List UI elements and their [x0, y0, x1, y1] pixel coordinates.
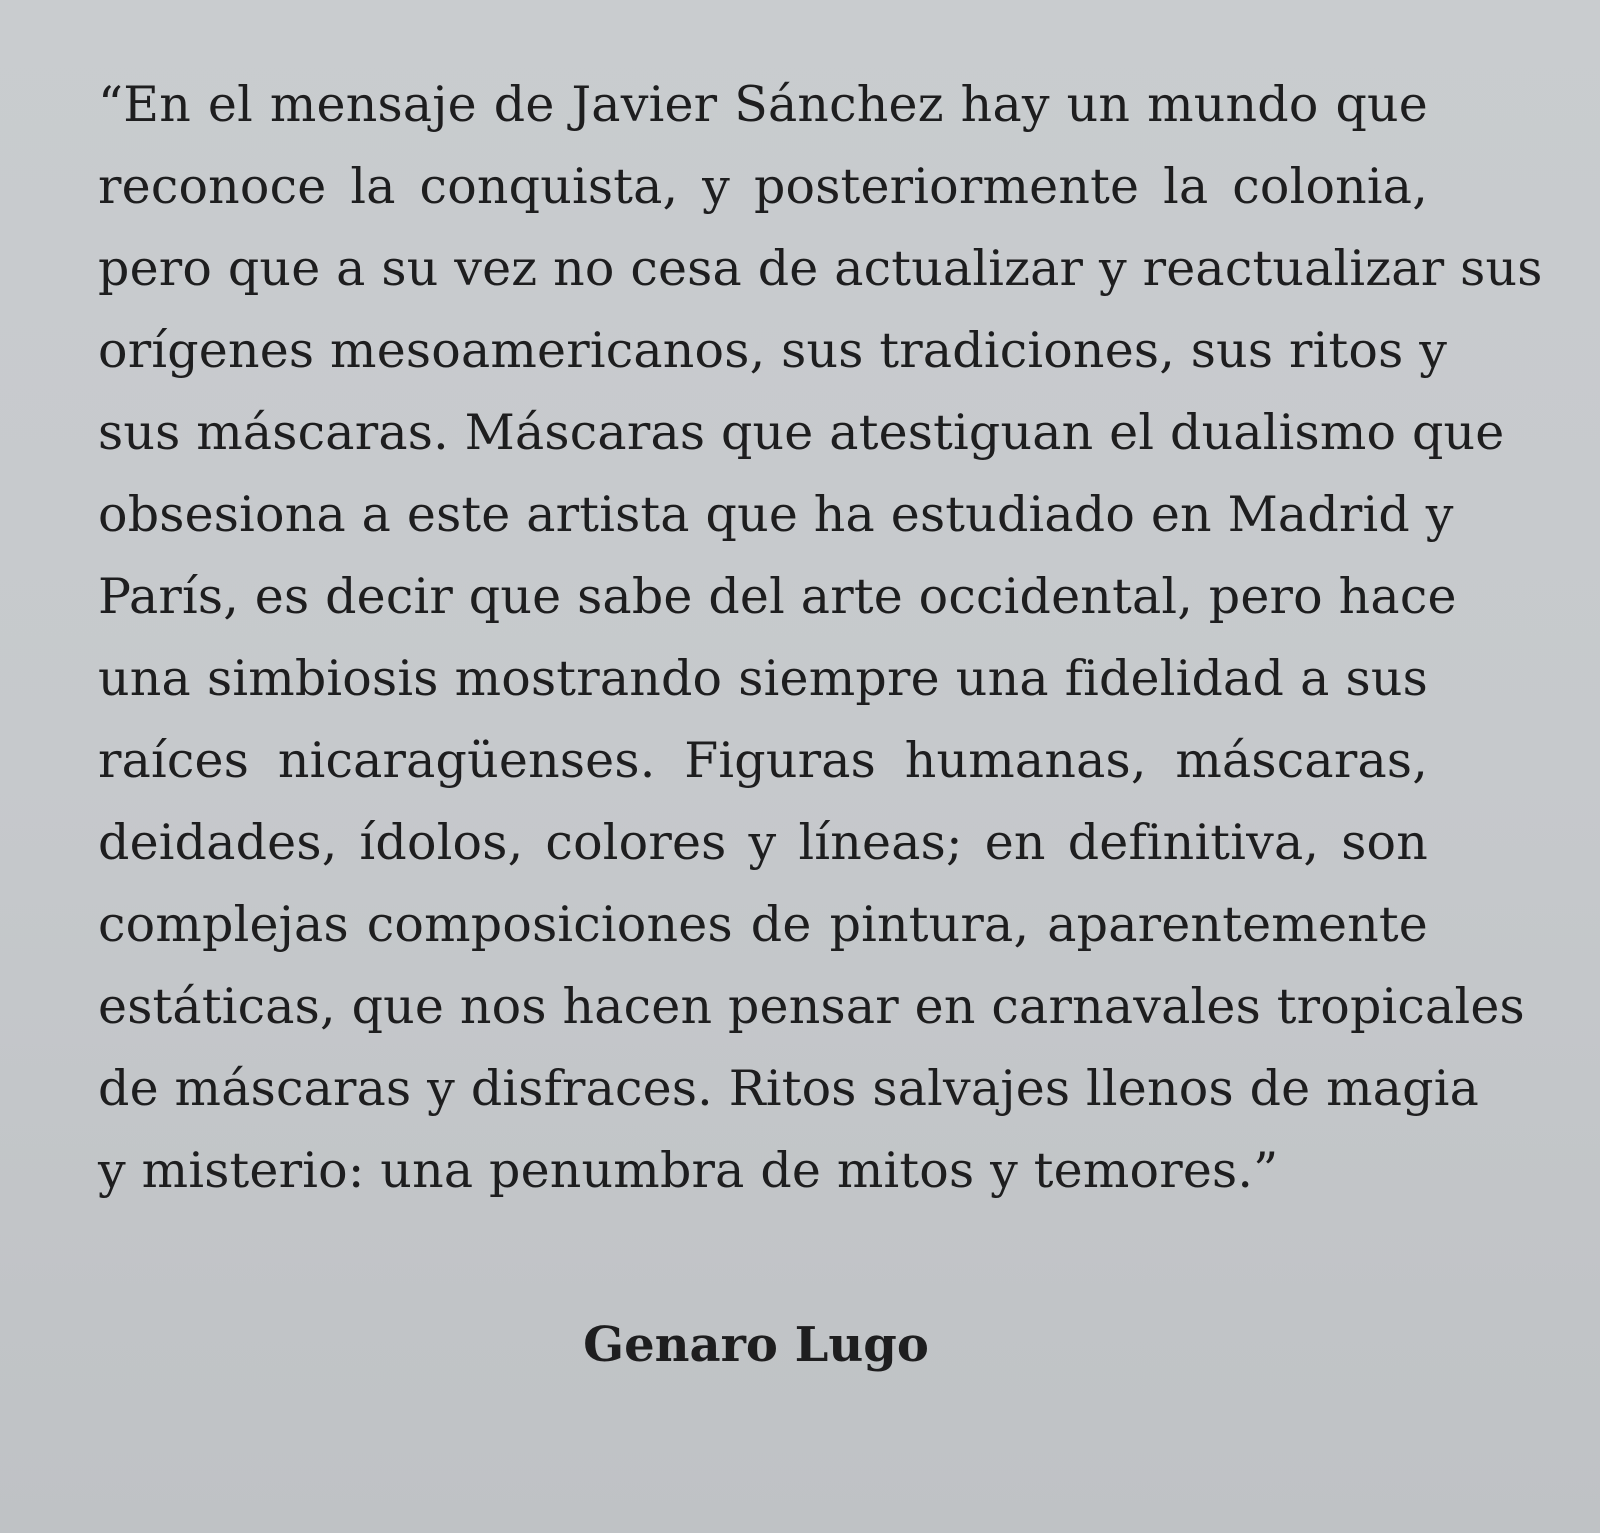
quote-paragraph: [98, 64, 1543, 1212]
quote-line: obsesiona a este artista que ha estudiado en Madrid y: [98, 486, 1454, 543]
quote-line: estáticas, que nos hacen pensar en carnavales tropicales: [98, 978, 1525, 1035]
quote-line: París, es decir que sabe del arte occidental, pero hace: [98, 568, 1457, 625]
quote-line: reconoce la conquista, y posteriormente la colonia,: [98, 158, 1428, 215]
author-name: Genaro Lugo: [583, 1317, 929, 1373]
quote-line-last: y misterio: una penumbra de mitos y temores.”: [98, 1142, 1279, 1199]
quote-line: una simbiosis mostrando siempre una fidelidad a sus: [98, 650, 1428, 707]
quote-line: orígenes mesoamericanos, sus tradiciones, sus ritos y: [98, 322, 1448, 379]
quote-line: raíces nicaragüenses. Figuras humanas, máscaras,: [98, 732, 1428, 789]
quote-line: complejas composiciones de pintura, aparentemente: [98, 896, 1428, 953]
quote-line: sus máscaras. Máscaras que atestiguan el dualismo que: [98, 404, 1505, 461]
quote-line: pero que a su vez no cesa de actualizar y reactualizar sus: [98, 240, 1543, 297]
quote-line: “En el mensaje de Javier Sánchez hay un mundo que: [98, 76, 1428, 133]
quote-line: deidades, ídolos, colores y líneas; en definitiva, son: [98, 814, 1428, 871]
quote-line: de máscaras y disfraces. Ritos salvajes llenos de magia: [98, 1060, 1480, 1117]
